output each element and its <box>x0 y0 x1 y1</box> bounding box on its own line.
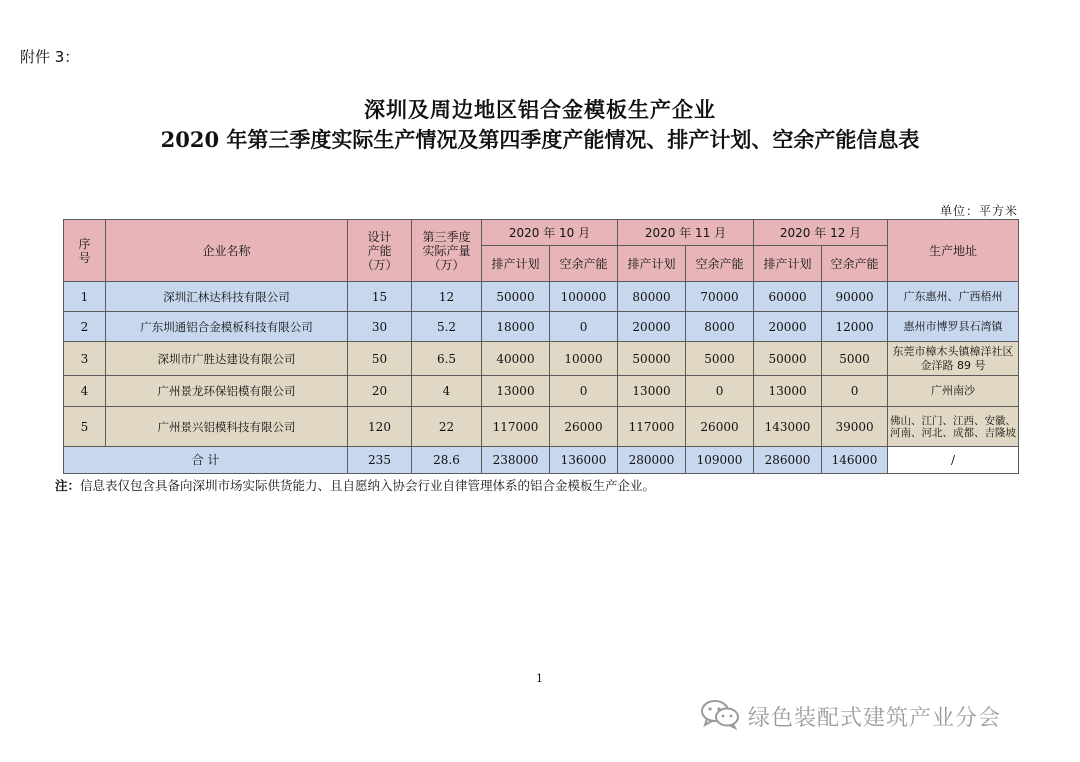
cell-dec-plan: 20000 <box>754 312 822 342</box>
cell-dec-spare: 0 <box>822 376 888 407</box>
cell-oct-spare: 100000 <box>550 282 618 312</box>
cell-oct-spare: 10000 <box>550 342 618 376</box>
capacity-table <box>63 219 1019 474</box>
cell-q3: 6.5 <box>412 342 482 376</box>
table-row <box>64 282 1019 312</box>
header-month-dec: 2020 年 12 月 <box>754 220 888 246</box>
header-design-capacity: 设计 产能 （万） <box>348 220 412 282</box>
cell-oct-plan: 13000 <box>482 376 550 407</box>
total-design: 235 <box>348 447 412 474</box>
wechat-icon <box>700 698 740 734</box>
header-q3-output: 第三季度 实际产量 （万） <box>412 220 482 282</box>
cell-company: 广东圳通铝合金模板科技有限公司 <box>106 312 348 342</box>
cell-nov-spare: 8000 <box>686 312 754 342</box>
cell-oct-spare: 0 <box>550 312 618 342</box>
cell-dec-plan: 50000 <box>754 342 822 376</box>
cell-company: 广州景龙环保铝模有限公司 <box>106 376 348 407</box>
cell-dec-plan: 13000 <box>754 376 822 407</box>
cell-design: 120 <box>348 407 412 447</box>
table-row <box>64 342 1019 376</box>
cell-no: 1 <box>64 282 106 312</box>
cell-design: 15 <box>348 282 412 312</box>
total-q3: 28.6 <box>412 447 482 474</box>
cell-nov-spare: 5000 <box>686 342 754 376</box>
cell-location: 广州南沙 <box>888 376 1019 407</box>
cell-company: 深圳汇林达科技有限公司 <box>106 282 348 312</box>
cell-q3: 22 <box>412 407 482 447</box>
table-row <box>64 407 1019 447</box>
cell-dec-spare: 5000 <box>822 342 888 376</box>
cell-q3: 4 <box>412 376 482 407</box>
cell-nov-plan: 13000 <box>618 376 686 407</box>
watermark-text: 绿色装配式建筑产业分会 <box>748 705 1002 731</box>
total-row <box>64 447 1019 474</box>
cell-oct-plan: 40000 <box>482 342 550 376</box>
cell-dec-spare: 90000 <box>822 282 888 312</box>
cell-nov-spare: 70000 <box>686 282 754 312</box>
watermark <box>700 698 1060 734</box>
cell-oct-plan: 50000 <box>482 282 550 312</box>
attachment-label: 附件 3： <box>20 48 80 66</box>
cell-dec-plan: 143000 <box>754 407 822 447</box>
cell-no: 4 <box>64 376 106 407</box>
header-location: 生产地址 <box>888 220 1019 282</box>
page-subtitle: 2020 年第三季度实际生产情况及第四季度产能情况、排产计划、空余产能信息表 <box>160 127 920 152</box>
total-nov-plan: 280000 <box>618 447 686 474</box>
total-oct-plan: 238000 <box>482 447 550 474</box>
page-number: 1 <box>536 672 543 685</box>
cell-oct-spare: 26000 <box>550 407 618 447</box>
total-nov-spare: 109000 <box>686 447 754 474</box>
cell-oct-spare: 0 <box>550 376 618 407</box>
cell-nov-plan: 50000 <box>618 342 686 376</box>
cell-dec-plan: 60000 <box>754 282 822 312</box>
cell-company: 深圳市广胜达建设有限公司 <box>106 342 348 376</box>
cell-q3: 5.2 <box>412 312 482 342</box>
cell-location: 惠州市博罗县石湾镇 <box>888 312 1019 342</box>
header-no: 序 号 <box>64 220 106 282</box>
cell-design: 50 <box>348 342 412 376</box>
cell-location: 东莞市樟木头镇樟洋社区金洋路 89 号 <box>888 342 1019 376</box>
cell-no: 5 <box>64 407 106 447</box>
cell-location: 佛山、江门、江西、安徽、河南、河北、成都、吉隆坡 <box>888 407 1019 447</box>
header-spare: 空余产能 <box>686 246 754 282</box>
cell-oct-plan: 117000 <box>482 407 550 447</box>
page-title: 深圳及周边地区铝合金模板生产企业 <box>364 97 716 122</box>
total-location: / <box>888 447 1019 474</box>
cell-nov-plan: 20000 <box>618 312 686 342</box>
total-dec-plan: 286000 <box>754 447 822 474</box>
header-plan: 排产计划 <box>618 246 686 282</box>
cell-no: 3 <box>64 342 106 376</box>
footnote <box>55 476 655 494</box>
cell-dec-spare: 39000 <box>822 407 888 447</box>
cell-nov-spare: 26000 <box>686 407 754 447</box>
cell-design: 20 <box>348 376 412 407</box>
table-row <box>64 376 1019 407</box>
header-month-nov: 2020 年 11 月 <box>618 220 754 246</box>
cell-no: 2 <box>64 312 106 342</box>
cell-oct-plan: 18000 <box>482 312 550 342</box>
header-spare: 空余产能 <box>822 246 888 282</box>
header-company: 企业名称 <box>106 220 348 282</box>
cell-design: 30 <box>348 312 412 342</box>
cell-company: 广州景兴铝模科技有限公司 <box>106 407 348 447</box>
header-month-oct: 2020 年 10 月 <box>482 220 618 246</box>
cell-q3: 12 <box>412 282 482 312</box>
unit-label: 单位：平方米 <box>939 204 1018 218</box>
total-oct-spare: 136000 <box>550 447 618 474</box>
cell-dec-spare: 12000 <box>822 312 888 342</box>
header-spare: 空余产能 <box>550 246 618 282</box>
header-plan: 排产计划 <box>754 246 822 282</box>
header-plan: 排产计划 <box>482 246 550 282</box>
table-row <box>64 312 1019 342</box>
cell-nov-plan: 80000 <box>618 282 686 312</box>
cell-nov-plan: 117000 <box>618 407 686 447</box>
footnote-text: 信息表仅包含具备向深圳市场实际供货能力、且自愿纳入协会行业自律管理体系的铝合金模板生产企业。 <box>80 478 656 493</box>
cell-location: 广东惠州、广西梧州 <box>888 282 1019 312</box>
cell-nov-spare: 0 <box>686 376 754 407</box>
total-dec-spare: 146000 <box>822 447 888 474</box>
total-label: 合 计 <box>64 447 348 474</box>
footnote-label: 注： <box>55 478 81 493</box>
